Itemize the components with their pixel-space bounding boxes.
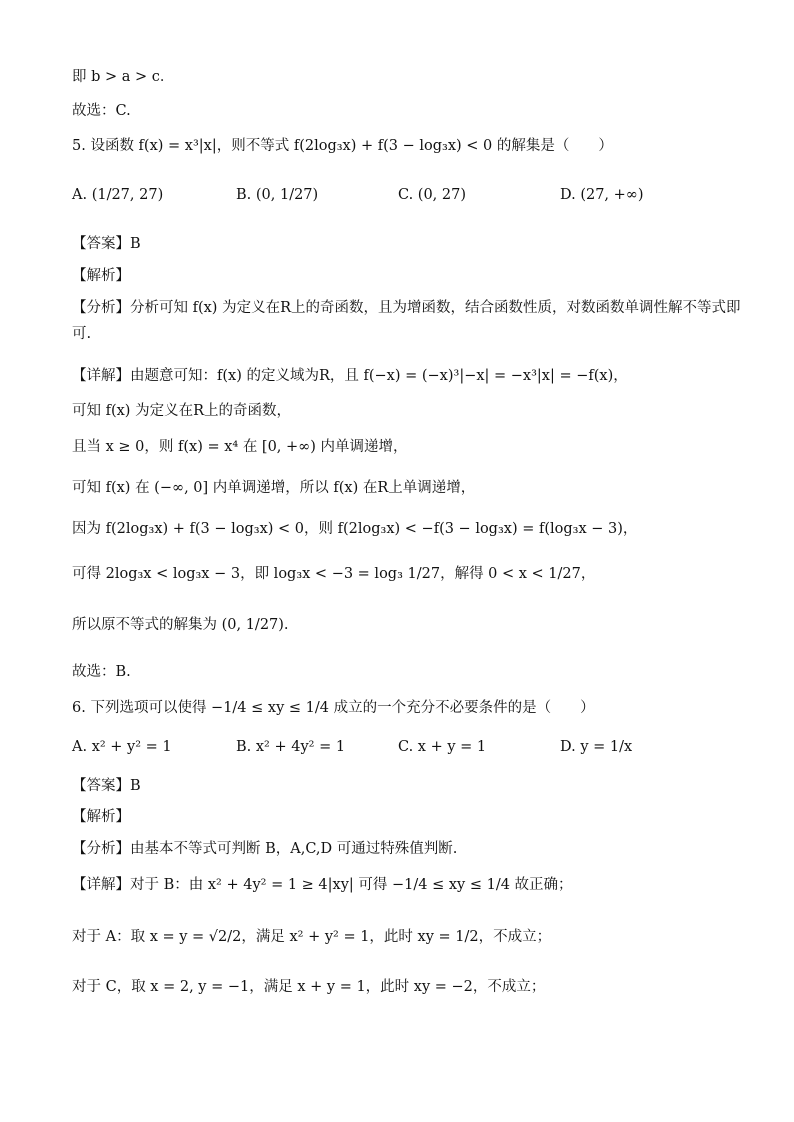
text-line: 对于 C，取 x = 2, y = −1，满足 x + y = 1，此时 xy = −2，不成立； <box>72 979 546 995</box>
text-line: 且当 x ≥ 0，则 f(x) = x⁴ 在 [0, +∞) 内单调递增， <box>72 439 408 455</box>
q6-option-c: C. x + y = 1 <box>398 739 487 755</box>
text-line: 所以原不等式的解集为 (0, 1/27). <box>72 617 289 633</box>
text-line: 对于 A：取 x = y = √2/2，满足 x² + y² = 1，此时 xy = 1/2，不成立； <box>72 929 552 945</box>
answer-label: 【答案】B <box>72 778 141 794</box>
question-6-stem: 6. 下列选项可以使得 −1/4 ≤ xy ≤ 1/4 成立的一个充分不必要条件的是（ ） <box>72 700 595 716</box>
analysis-label: 【解析】 <box>72 268 130 284</box>
text-line: 故选：B. <box>72 664 131 680</box>
text-line: 【分析】分析可知 f(x) 为定义在R上的奇函数，且为增函数，结合函数性质，对数函数单调性解不等式即 <box>72 300 741 316</box>
q6-option-d: D. y = 1/x <box>560 739 633 755</box>
answer-label: 【答案】B <box>72 236 141 252</box>
text-line: 故选：C. <box>72 103 131 119</box>
q5-option-d: D. (27, +∞) <box>560 187 644 203</box>
text-line: 因为 f(2log₃x) + f(3 − log₃x) < 0，则 f(2log₃x) < −f(3 − log₃x) = f(log₃x − 3)， <box>72 521 638 537</box>
q5-option-c: C. (0, 27) <box>398 187 467 203</box>
text-line: 【详解】由题意可知：f(x) 的定义域为R，且 f(−x) = (−x)³|−x| = −x³|x| = −f(x)， <box>72 368 628 384</box>
text-line: 可知 f(x) 在 (−∞, 0] 内单调递增，所以 f(x) 在R上单调递增， <box>72 480 476 496</box>
analysis-label: 【解析】 <box>72 809 130 825</box>
text-line: 可得 2log₃x < log₃x − 3，即 log₃x < −3 = log₃ 1/27，解得 0 < x < 1/27， <box>72 566 596 582</box>
text-line: 可知 f(x) 为定义在R上的奇函数， <box>72 403 291 419</box>
question-5-stem: 5. 设函数 f(x) = x³|x|，则不等式 f(2log₃x) + f(3 − log₃x) < 0 的解集是（ ） <box>72 138 613 154</box>
text-line: 即 b > a > c． <box>72 69 175 85</box>
q6-option-a: A. x² + y² = 1 <box>72 739 172 755</box>
text-line: 【详解】对于 B：由 x² + 4y² = 1 ≥ 4|xy| 可得 −1/4 ≤ xy ≤ 1/4 故正确； <box>72 877 573 893</box>
q6-option-b: B. x² + 4y² = 1 <box>236 739 346 755</box>
q5-option-a: A. (1/27, 27) <box>72 187 164 203</box>
text-line: 【分析】由基本不等式可判断 B，A,C,D 可通过特殊值判断. <box>72 841 458 857</box>
q5-option-b: B. (0, 1/27) <box>236 187 319 203</box>
text-line: 可. <box>72 326 92 342</box>
